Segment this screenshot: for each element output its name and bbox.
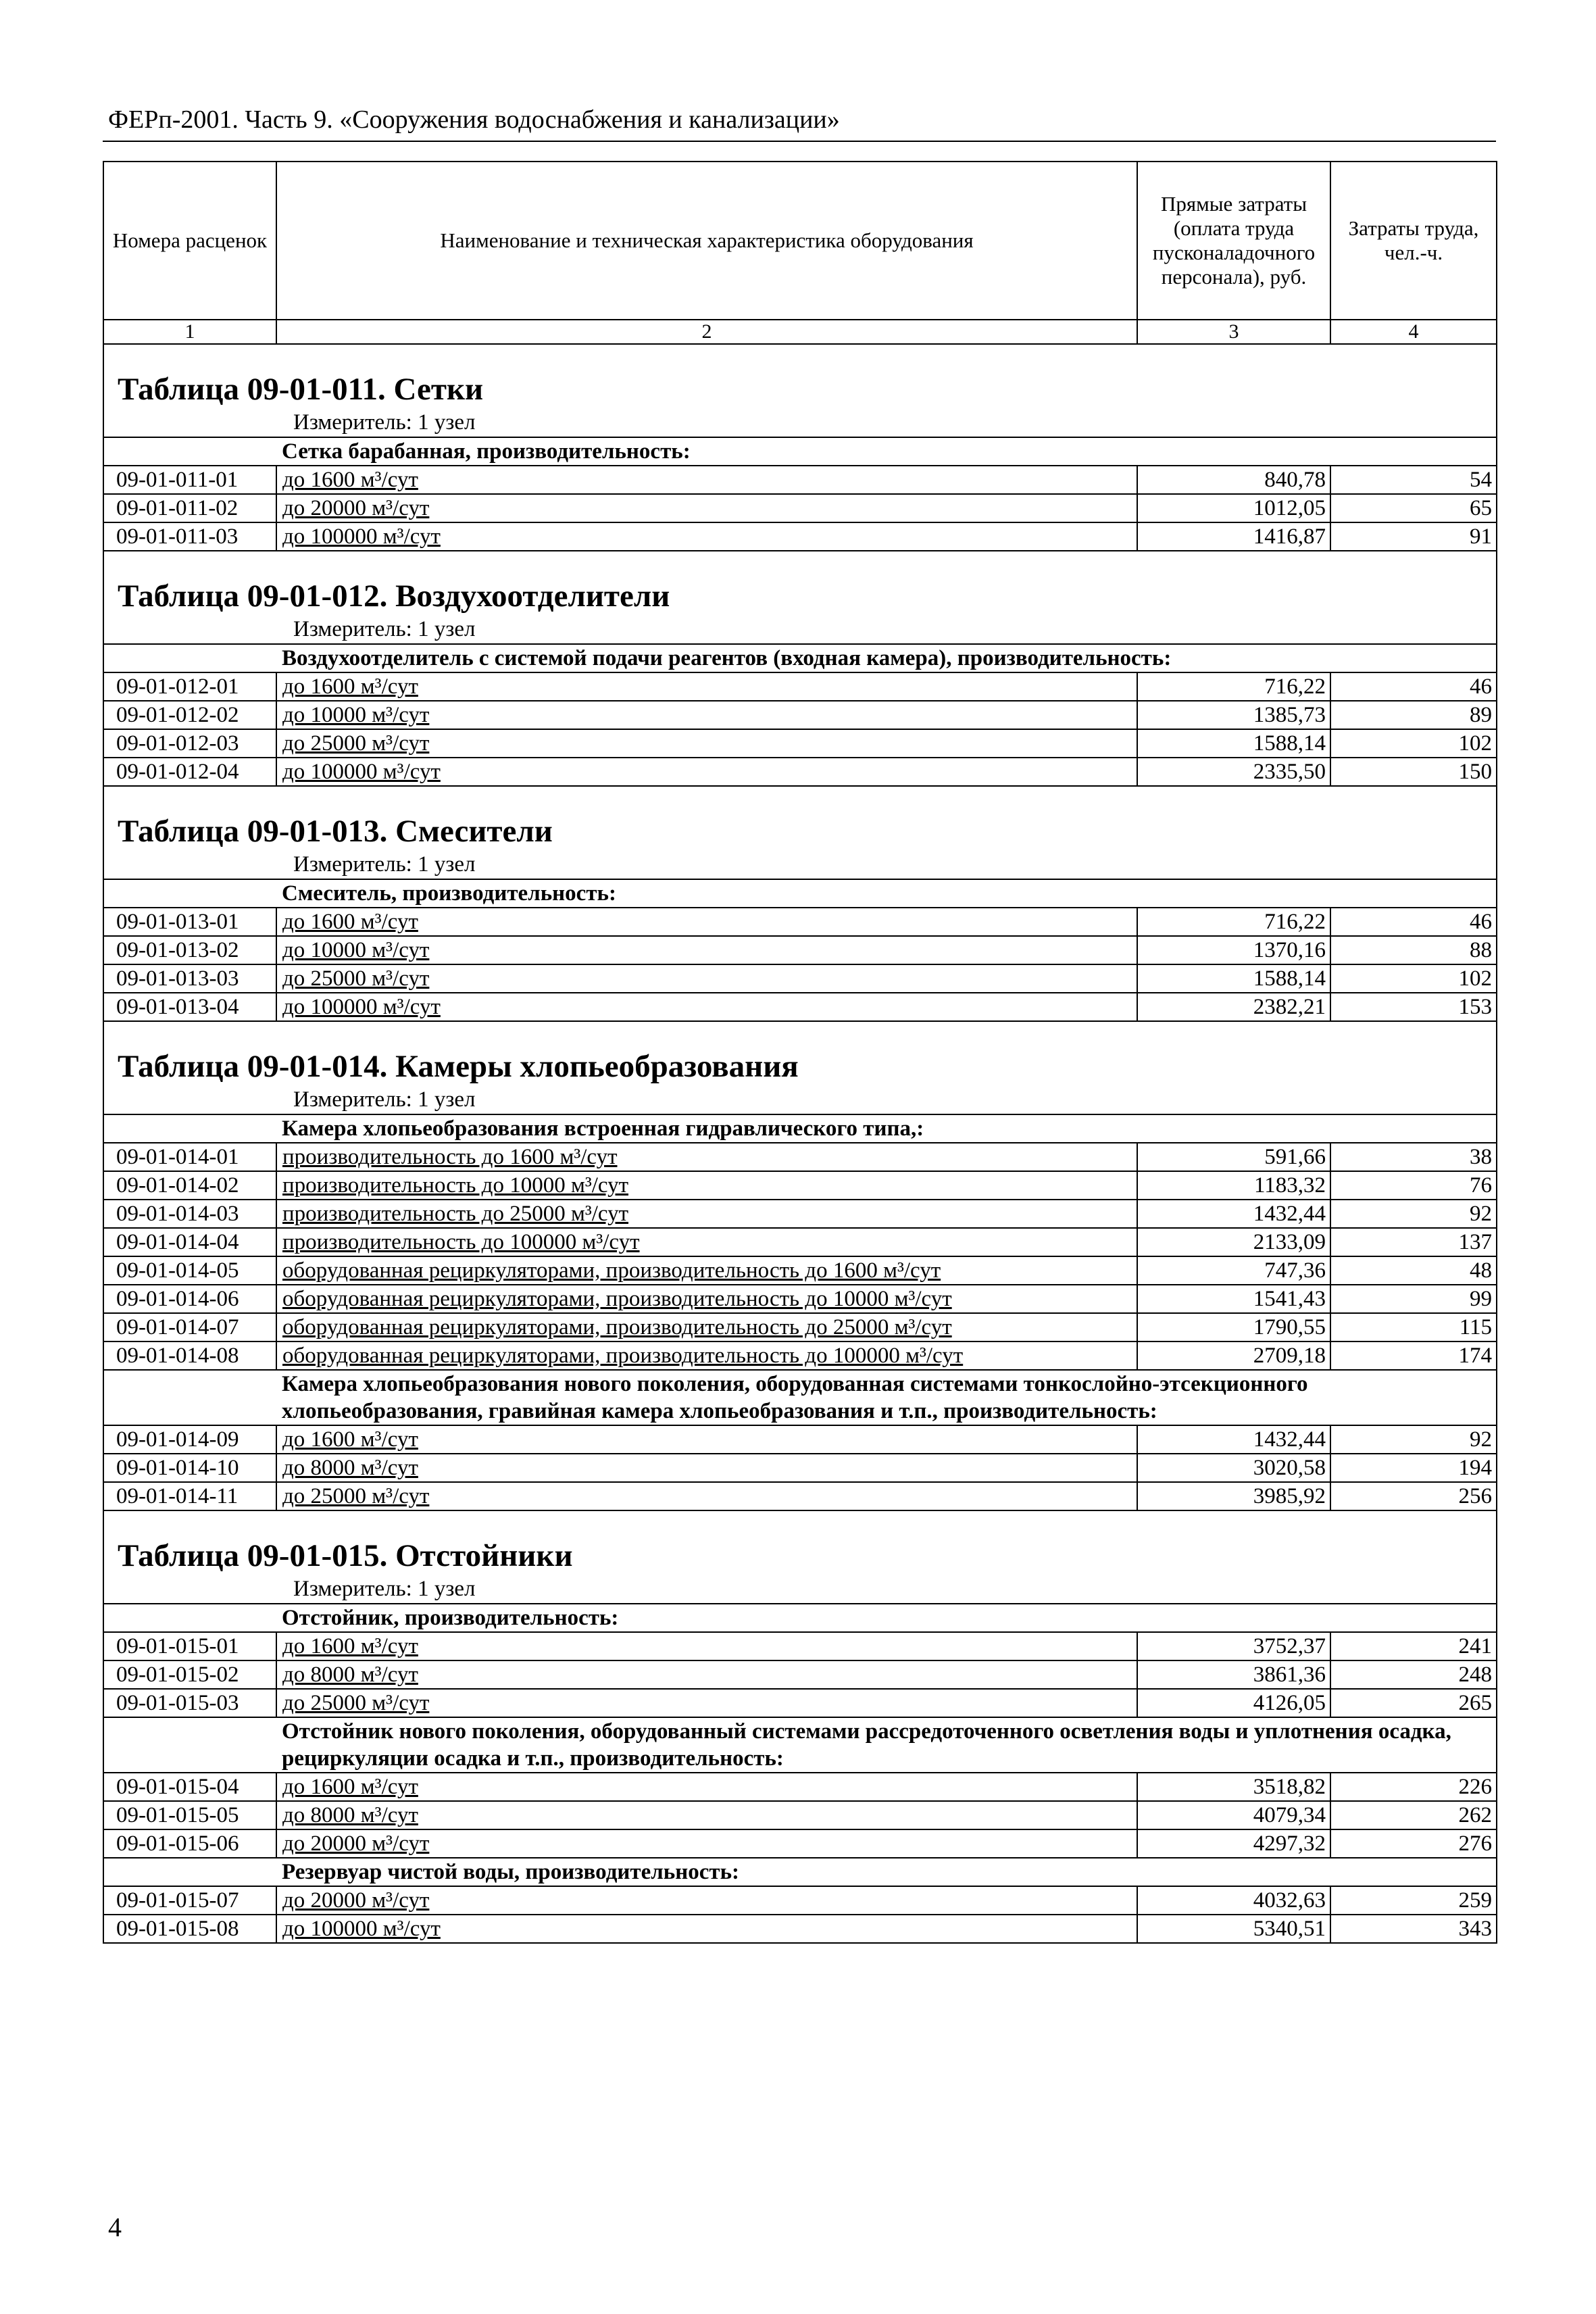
direct-cost: 1416,87 xyxy=(1137,522,1330,551)
rate-code: 09-01-015-02 xyxy=(103,1660,276,1689)
labor-cost: 137 xyxy=(1330,1228,1497,1256)
group-blank-cell xyxy=(103,1717,276,1773)
equipment-name: до 100000 м³/сут xyxy=(276,1915,1137,1943)
table-row xyxy=(103,701,1497,729)
equipment-name: оборудованная рециркуляторами, производительность до 25000 м³/сут xyxy=(276,1313,1137,1341)
labor-cost: 262 xyxy=(1330,1801,1497,1829)
section-title: Таблица 09-01-013. Смесители xyxy=(103,786,1497,850)
equipment-name: производительность до 10000 м³/сут xyxy=(276,1171,1137,1200)
direct-cost: 4032,63 xyxy=(1137,1886,1330,1915)
col-number-3: 3 xyxy=(1137,320,1330,344)
equipment-name: до 25000 м³/сут xyxy=(276,729,1137,758)
labor-cost: 265 xyxy=(1330,1689,1497,1717)
direct-cost: 1385,73 xyxy=(1137,701,1330,729)
rate-code: 09-01-015-04 xyxy=(103,1773,276,1801)
equipment-name: до 20000 м³/сут xyxy=(276,494,1137,522)
equipment-name: до 10000 м³/сут xyxy=(276,936,1137,964)
group-header-row xyxy=(103,1717,1497,1773)
table-row xyxy=(103,1143,1497,1171)
column-number-row xyxy=(103,320,1497,344)
group-header-row xyxy=(103,1858,1497,1886)
direct-cost: 1588,14 xyxy=(1137,729,1330,758)
table-row xyxy=(103,1829,1497,1858)
labor-cost: 99 xyxy=(1330,1285,1497,1313)
rate-code: 09-01-015-01 xyxy=(103,1632,276,1660)
labor-cost: 174 xyxy=(1330,1341,1497,1370)
group-label: Воздухоотделитель с системой подачи реагентов (входная камера), производительность: xyxy=(276,644,1497,672)
direct-cost: 1183,32 xyxy=(1137,1171,1330,1200)
labor-cost: 153 xyxy=(1330,993,1497,1021)
rate-code: 09-01-014-02 xyxy=(103,1171,276,1200)
section-meter-row xyxy=(103,1575,1497,1604)
group-blank-cell xyxy=(103,437,276,466)
group-label: Сетка барабанная, производительность: xyxy=(276,437,1497,466)
direct-cost: 5340,51 xyxy=(1137,1915,1330,1943)
labor-cost: 241 xyxy=(1330,1632,1497,1660)
equipment-name: до 10000 м³/сут xyxy=(276,701,1137,729)
rates-table xyxy=(103,161,1497,1944)
section-title: Таблица 09-01-012. Воздухоотделители xyxy=(103,551,1497,615)
rate-code: 09-01-014-08 xyxy=(103,1341,276,1370)
labor-cost: 226 xyxy=(1330,1773,1497,1801)
group-header-row xyxy=(103,879,1497,908)
labor-cost: 259 xyxy=(1330,1886,1497,1915)
labor-cost: 115 xyxy=(1330,1313,1497,1341)
direct-cost: 1588,14 xyxy=(1137,964,1330,993)
table-row xyxy=(103,1425,1497,1454)
group-header-row xyxy=(103,1114,1497,1143)
labor-cost: 102 xyxy=(1330,729,1497,758)
table-row xyxy=(103,1228,1497,1256)
rate-code: 09-01-014-01 xyxy=(103,1143,276,1171)
group-label: Отстойник, производительность: xyxy=(276,1604,1497,1632)
rate-code: 09-01-011-02 xyxy=(103,494,276,522)
table-row xyxy=(103,494,1497,522)
equipment-name: до 8000 м³/сут xyxy=(276,1454,1137,1482)
section-meter: Измеритель: 1 узел xyxy=(103,850,1497,879)
direct-cost: 1790,55 xyxy=(1137,1313,1330,1341)
table-row xyxy=(103,522,1497,551)
section-title-row xyxy=(103,786,1497,850)
group-label: Смеситель, производительность: xyxy=(276,879,1497,908)
equipment-name: до 1600 м³/сут xyxy=(276,466,1137,494)
equipment-name: оборудованная рециркуляторами, производительность до 1600 м³/сут xyxy=(276,1256,1137,1285)
group-header-row xyxy=(103,437,1497,466)
equipment-name: до 25000 м³/сут xyxy=(276,964,1137,993)
direct-cost: 3985,92 xyxy=(1137,1482,1330,1510)
labor-cost: 92 xyxy=(1330,1425,1497,1454)
direct-cost: 716,22 xyxy=(1137,908,1330,936)
rate-code: 09-01-015-06 xyxy=(103,1829,276,1858)
equipment-name: до 1600 м³/сут xyxy=(276,1773,1137,1801)
rate-code: 09-01-012-01 xyxy=(103,672,276,701)
page-header: ФЕРп-2001. Часть 9. «Сооружения водоснабжения и канализации» xyxy=(108,105,840,134)
col-number-4: 4 xyxy=(1330,320,1497,344)
labor-cost: 76 xyxy=(1330,1171,1497,1200)
rate-code: 09-01-015-08 xyxy=(103,1915,276,1943)
section-meter: Измеритель: 1 узел xyxy=(103,615,1497,644)
section-title-row xyxy=(103,1021,1497,1085)
direct-cost: 4126,05 xyxy=(1137,1689,1330,1717)
rate-code: 09-01-015-07 xyxy=(103,1886,276,1915)
table-row xyxy=(103,1915,1497,1943)
rate-code: 09-01-014-05 xyxy=(103,1256,276,1285)
equipment-name: производительность до 100000 м³/сут xyxy=(276,1228,1137,1256)
section-title: Таблица 09-01-014. Камеры хлопьеобразования xyxy=(103,1021,1497,1085)
table-row xyxy=(103,993,1497,1021)
rate-code: 09-01-014-03 xyxy=(103,1200,276,1228)
rate-code: 09-01-014-04 xyxy=(103,1228,276,1256)
section-meter-row xyxy=(103,1085,1497,1114)
equipment-name: оборудованная рециркуляторами, производительность до 100000 м³/сут xyxy=(276,1341,1137,1370)
table-row xyxy=(103,1886,1497,1915)
rate-code: 09-01-014-09 xyxy=(103,1425,276,1454)
labor-cost: 54 xyxy=(1330,466,1497,494)
table-row xyxy=(103,964,1497,993)
direct-cost: 4297,32 xyxy=(1137,1829,1330,1858)
labor-cost: 248 xyxy=(1330,1660,1497,1689)
section-title: Таблица 09-01-015. Отстойники xyxy=(103,1510,1497,1575)
section-meter: Измеритель: 1 узел xyxy=(103,1575,1497,1604)
rate-code: 09-01-013-02 xyxy=(103,936,276,964)
rate-code: 09-01-014-11 xyxy=(103,1482,276,1510)
group-label: Резервуар чистой воды, производительность: xyxy=(276,1858,1497,1886)
rate-code: 09-01-015-05 xyxy=(103,1801,276,1829)
direct-cost: 3020,58 xyxy=(1137,1454,1330,1482)
table-row xyxy=(103,936,1497,964)
direct-cost: 747,36 xyxy=(1137,1256,1330,1285)
equipment-name: до 1600 м³/сут xyxy=(276,1425,1137,1454)
table-row xyxy=(103,729,1497,758)
table-row xyxy=(103,672,1497,701)
section-title-row xyxy=(103,1510,1497,1575)
direct-cost: 2382,21 xyxy=(1137,993,1330,1021)
direct-cost: 1432,44 xyxy=(1137,1425,1330,1454)
direct-cost: 591,66 xyxy=(1137,1143,1330,1171)
group-header-row xyxy=(103,1370,1497,1425)
rate-code: 09-01-014-06 xyxy=(103,1285,276,1313)
equipment-name: до 100000 м³/сут xyxy=(276,758,1137,786)
group-header-row xyxy=(103,644,1497,672)
table-row xyxy=(103,1200,1497,1228)
labor-cost: 150 xyxy=(1330,758,1497,786)
equipment-name: оборудованная рециркуляторами, производительность до 10000 м³/сут xyxy=(276,1285,1137,1313)
group-blank-cell xyxy=(103,879,276,908)
table-row xyxy=(103,1660,1497,1689)
direct-cost: 4079,34 xyxy=(1137,1801,1330,1829)
labor-cost: 276 xyxy=(1330,1829,1497,1858)
rate-code: 09-01-013-01 xyxy=(103,908,276,936)
labor-cost: 46 xyxy=(1330,908,1497,936)
table-row xyxy=(103,1285,1497,1313)
direct-cost: 3752,37 xyxy=(1137,1632,1330,1660)
section-title-row xyxy=(103,344,1497,408)
table-row xyxy=(103,1313,1497,1341)
labor-cost: 91 xyxy=(1330,522,1497,551)
table-row xyxy=(103,1341,1497,1370)
direct-cost: 1541,43 xyxy=(1137,1285,1330,1313)
equipment-name: до 25000 м³/сут xyxy=(276,1689,1137,1717)
col-header-name: Наименование и техническая характеристика оборудования xyxy=(276,162,1137,320)
section-title-row xyxy=(103,551,1497,615)
table-row xyxy=(103,908,1497,936)
equipment-name: до 100000 м³/сут xyxy=(276,993,1137,1021)
group-label: Отстойник нового поколения, оборудованный системами рассредоточенного осветления воды и уплотнения осадка, рециркуляции осадка и т.п., производительность: xyxy=(276,1717,1497,1773)
direct-cost: 3518,82 xyxy=(1137,1773,1330,1801)
page-number: 4 xyxy=(108,2212,122,2242)
labor-cost: 38 xyxy=(1330,1143,1497,1171)
section-title: Таблица 09-01-011. Сетки xyxy=(103,344,1497,408)
labor-cost: 89 xyxy=(1330,701,1497,729)
rate-code: 09-01-012-03 xyxy=(103,729,276,758)
col-header-labor: Затраты труда, чел.-ч. xyxy=(1330,162,1497,320)
group-blank-cell xyxy=(103,1370,276,1425)
equipment-name: до 20000 м³/сут xyxy=(276,1886,1137,1915)
table-row xyxy=(103,1171,1497,1200)
group-blank-cell xyxy=(103,644,276,672)
direct-cost: 840,78 xyxy=(1137,466,1330,494)
labor-cost: 65 xyxy=(1330,494,1497,522)
labor-cost: 343 xyxy=(1330,1915,1497,1943)
direct-cost: 2133,09 xyxy=(1137,1228,1330,1256)
direct-cost: 2709,18 xyxy=(1137,1341,1330,1370)
col-number-1: 1 xyxy=(103,320,276,344)
labor-cost: 102 xyxy=(1330,964,1497,993)
rate-code: 09-01-012-02 xyxy=(103,701,276,729)
labor-cost: 48 xyxy=(1330,1256,1497,1285)
rate-code: 09-01-013-03 xyxy=(103,964,276,993)
labor-cost: 92 xyxy=(1330,1200,1497,1228)
labor-cost: 256 xyxy=(1330,1482,1497,1510)
equipment-name: до 100000 м³/сут xyxy=(276,522,1137,551)
section-meter-row xyxy=(103,615,1497,644)
column-header-row xyxy=(103,162,1497,320)
equipment-name: производительность до 25000 м³/сут xyxy=(276,1200,1137,1228)
col-number-2: 2 xyxy=(276,320,1137,344)
section-meter: Измеритель: 1 узел xyxy=(103,1085,1497,1114)
labor-cost: 88 xyxy=(1330,936,1497,964)
group-label: Камера хлопьеобразования встроенная гидравлического типа,: xyxy=(276,1114,1497,1143)
table-row xyxy=(103,1632,1497,1660)
table-row xyxy=(103,1454,1497,1482)
equipment-name: до 25000 м³/сут xyxy=(276,1482,1137,1510)
group-label: Камера хлопьеобразования нового поколения, оборудованная системами тонкослойно-этсекционного хлопьеобразования, гравийная камера хлопьеобразования и т.п., производительность: xyxy=(276,1370,1497,1425)
table-row xyxy=(103,1689,1497,1717)
rate-code: 09-01-011-01 xyxy=(103,466,276,494)
group-blank-cell xyxy=(103,1604,276,1632)
equipment-name: до 20000 м³/сут xyxy=(276,1829,1137,1858)
col-header-cost: Прямые затраты (оплата труда пусконаладочного персонала), руб. xyxy=(1137,162,1330,320)
header-rule xyxy=(103,141,1496,142)
equipment-name: до 8000 м³/сут xyxy=(276,1660,1137,1689)
equipment-name: производительность до 1600 м³/сут xyxy=(276,1143,1137,1171)
rate-code: 09-01-013-04 xyxy=(103,993,276,1021)
labor-cost: 46 xyxy=(1330,672,1497,701)
rate-code: 09-01-014-10 xyxy=(103,1454,276,1482)
section-meter-row xyxy=(103,408,1497,437)
rate-code: 09-01-011-03 xyxy=(103,522,276,551)
table-row xyxy=(103,1482,1497,1510)
section-meter-row xyxy=(103,850,1497,879)
table-row xyxy=(103,1256,1497,1285)
group-header-row xyxy=(103,1604,1497,1632)
direct-cost: 2335,50 xyxy=(1137,758,1330,786)
table-row xyxy=(103,466,1497,494)
group-blank-cell xyxy=(103,1858,276,1886)
labor-cost: 194 xyxy=(1330,1454,1497,1482)
rate-code: 09-01-012-04 xyxy=(103,758,276,786)
equipment-name: до 1600 м³/сут xyxy=(276,1632,1137,1660)
equipment-name: до 1600 м³/сут xyxy=(276,908,1137,936)
direct-cost: 3861,36 xyxy=(1137,1660,1330,1689)
table-row xyxy=(103,758,1497,786)
col-header-codes: Номера расценок xyxy=(103,162,276,320)
equipment-name: до 8000 м³/сут xyxy=(276,1801,1137,1829)
direct-cost: 716,22 xyxy=(1137,672,1330,701)
group-blank-cell xyxy=(103,1114,276,1143)
table-row xyxy=(103,1801,1497,1829)
direct-cost: 1432,44 xyxy=(1137,1200,1330,1228)
section-meter: Измеритель: 1 узел xyxy=(103,408,1497,437)
table-row xyxy=(103,1773,1497,1801)
direct-cost: 1370,16 xyxy=(1137,936,1330,964)
direct-cost: 1012,05 xyxy=(1137,494,1330,522)
rate-code: 09-01-014-07 xyxy=(103,1313,276,1341)
rate-code: 09-01-015-03 xyxy=(103,1689,276,1717)
equipment-name: до 1600 м³/сут xyxy=(276,672,1137,701)
